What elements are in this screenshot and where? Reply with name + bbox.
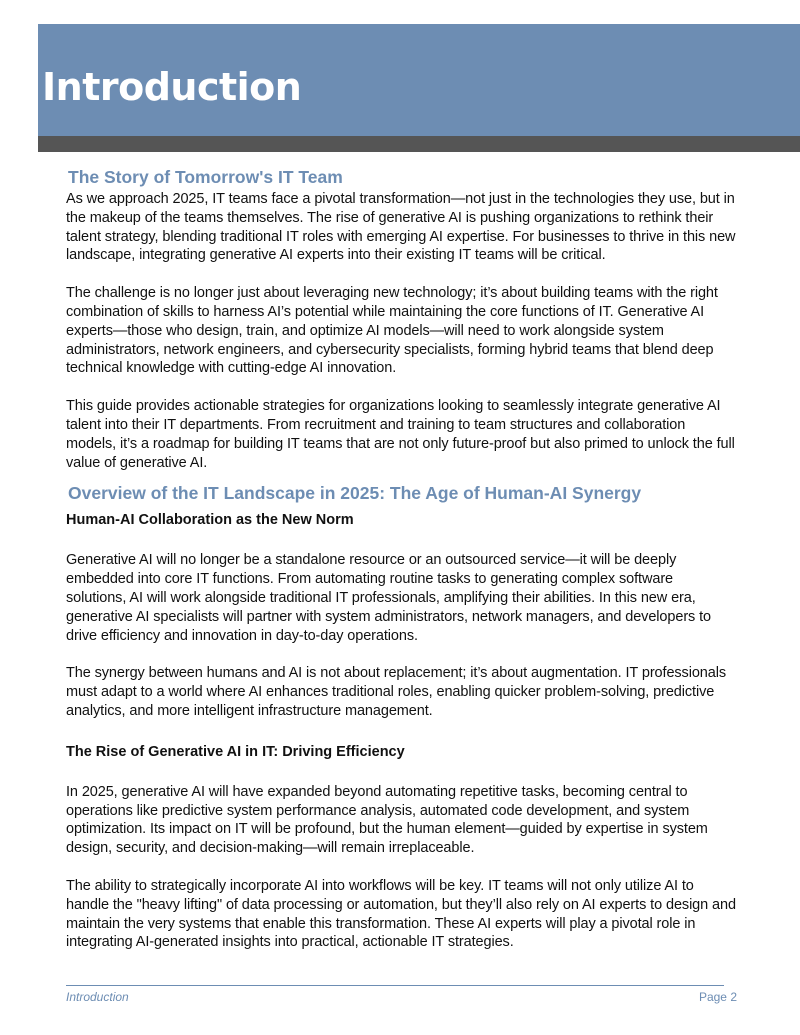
paragraph: The synergy between humans and AI is not about replacement; it’s about augmentation. IT professionals must adapt to a world where AI enhances traditional roles, enabling quicker problem-solving, predictive analytics, and more intelligent infrastructure management. — [66, 665, 726, 719]
footer-section-label: Introduction — [66, 990, 129, 1004]
document-body — [66, 164, 736, 952]
section-heading-overview: Overview of the IT Landscape in 2025: The Age of Human-AI Synergy — [68, 483, 642, 504]
paragraph: This guide provides actionable strategies for organizations looking to seamlessly integrate generative AI talent into their IT departments. From recruitment and training to team structures and collaboration models, it’s a roadmap for building IT teams that are not only future-proof but also primed to unlock the full value of generative AI. — [66, 398, 735, 471]
paragraph: Generative AI will no longer be a standalone resource or an outsourced service—it will be deeply embedded into core IT functions. From automating routine tasks to generating complex software solutions, AI will work alongside traditional IT professionals, amplifying their abilities. In this new era, generative AI specialists will partner with system administrators, network managers, and developers to drive efficiency and innovation in day-to-day operations. — [66, 552, 712, 644]
subheading-collaboration: Human-AI Collaboration as the New Norm — [66, 512, 354, 529]
paragraph: As we approach 2025, IT teams face a pivotal transformation—not just in the technologies they use, but in the makeup of the teams themselves. The rise of generative AI is pushing organizations to rethink their talent strategy, blending traditional IT roles with emerging AI expertise. For businesses to thrive in this new landscape, integrating generative AI experts into their existing IT teams will be critical. — [66, 191, 736, 264]
page-title: Introduction — [42, 65, 302, 109]
paragraph: In 2025, generative AI will have expanded beyond automating repetitive tasks, becoming central to operations like predictive system performance analysis, automated code development, and system optimization. Its impact on IT will be profound, but the human element—guided by expertise in system design, security, and decision-making—will remain irreplaceable. — [66, 783, 708, 857]
header-strip — [38, 136, 800, 152]
paragraph: The challenge is no longer just about leveraging new technology; it’s about building teams with the right combination of skills to harness AI’s potential while maintaining the core functions of IT. Generative AI experts—those who design, train, and optimize AI models—will need to work alongside system administrators, network engineers, and cybersecurity specialists, forming hybrid teams that blend deep technical knowledge with cutting-edge AI innovation. — [66, 285, 718, 377]
subheading-efficiency: The Rise of Generative AI in IT: Driving Efficiency — [66, 743, 405, 760]
footer-divider — [66, 985, 724, 986]
footer-page-number: Page 2 — [698, 990, 737, 1004]
paragraph: The ability to strategically incorporate AI into workflows will be key. IT teams will not only utilize AI to handle the "heavy lifting" of data processing or automation, but they’ll also rely on AI experts to design and maintain the very systems that enable this transformation. These AI experts will play a pivotal role in integrating AI-generated insights into practical, actionable IT strategies. — [66, 877, 736, 951]
section-heading-story: The Story of Tomorrow's IT Team — [68, 167, 343, 187]
